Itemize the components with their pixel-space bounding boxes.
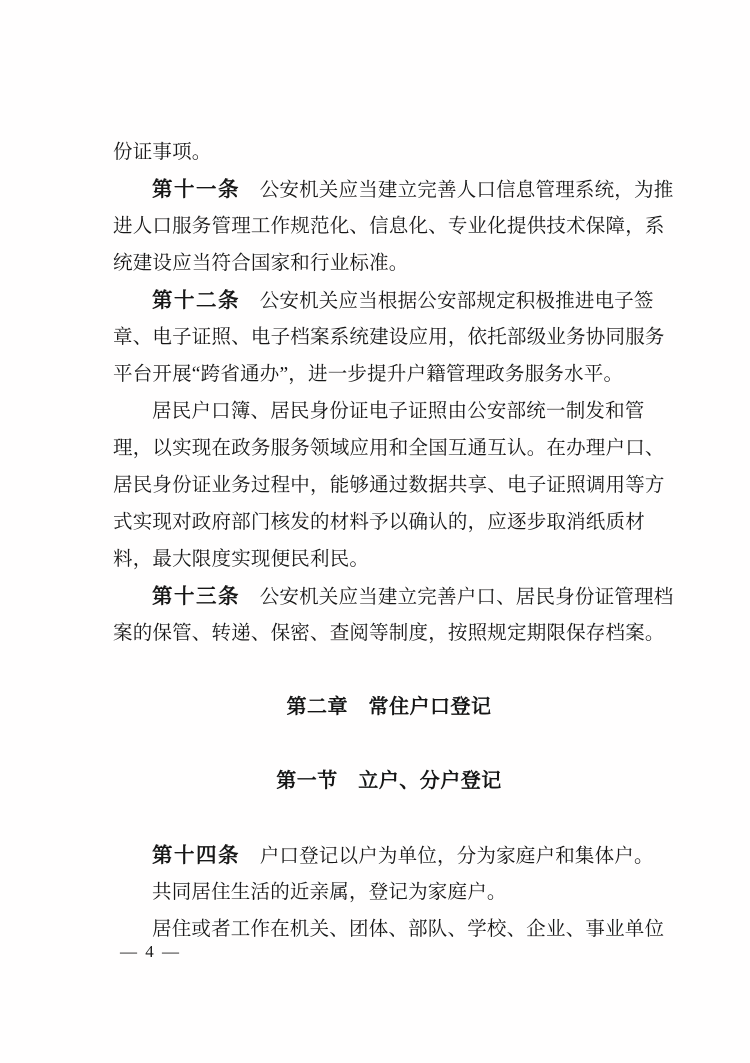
text-line: 进人口服务管理工作规范化、信息化、专业化提供技术保障，系: [113, 216, 665, 237]
text-line: 案的保管、转递、保密、查阅等制度，按照规定期限保存档案。: [113, 623, 665, 644]
text-line: 居住或者工作在机关、团体、部队、学校、企业、事业单位: [152, 919, 665, 940]
text-line: 平台开展“跨省通办”，进一步提升户籍管理政务服务水平。: [113, 364, 624, 385]
text-line: 份证事项。: [113, 142, 212, 163]
article-number-label: 第十一条: [152, 178, 240, 201]
text-line: 共同居住生活的近亲属，登记为家庭户。: [152, 882, 507, 903]
text-line: 理，以实现在政务服务领域应用和全国互通互认。在办理户口、: [113, 438, 665, 459]
text-line: 居民身份证业务过程中，能够通过数据共享、电子证照调用等方: [113, 475, 665, 496]
chapter-heading: 第二章 常住户口登记: [286, 696, 492, 718]
text-line: 第十三条 公安机关应当建立完善户口、居民身份证管理档: [152, 585, 674, 608]
article-number-label: 第十四条: [152, 844, 240, 867]
text-line: 第十一条 公安机关应当建立完善人口信息管理系统，为推: [152, 178, 674, 201]
article-number-label: 第十三条: [152, 585, 240, 608]
text-line: 第十四条 户口登记以户为单位，分为家庭户和集体户。: [152, 844, 654, 867]
body-paragraph: [113, 911, 665, 948]
text-line: 居民户口簿、居民身份证电子证照由公安部统一制发和管: [152, 401, 645, 422]
section-heading: 第一节 立户、分户登记: [276, 770, 502, 792]
text-line: 料，最大限度实现便民利民。: [113, 549, 370, 570]
body-paragraph: [113, 874, 665, 911]
page-number: — 4 —: [120, 942, 181, 961]
document-content: [113, 134, 674, 948]
body-paragraph: [113, 837, 665, 874]
body-paragraph: [113, 578, 674, 652]
text-line: 章、电子证照、电子档案系统建设应用，依托部级业务协同服务: [113, 327, 665, 348]
text-line: 统建设应当符合国家和行业标准。: [113, 253, 409, 274]
article-number-label: 第十二条: [152, 289, 240, 312]
body-paragraph: [113, 282, 665, 393]
body-paragraph: [113, 393, 665, 578]
text-line: 第十二条 公安机关应当根据公安部规定积极推进电子签: [152, 289, 654, 312]
text-line: 式实现对政府部门核发的材料予以确认的，应逐步取消纸质材: [113, 512, 645, 533]
body-paragraph: [113, 134, 665, 171]
body-paragraph: [113, 171, 674, 282]
